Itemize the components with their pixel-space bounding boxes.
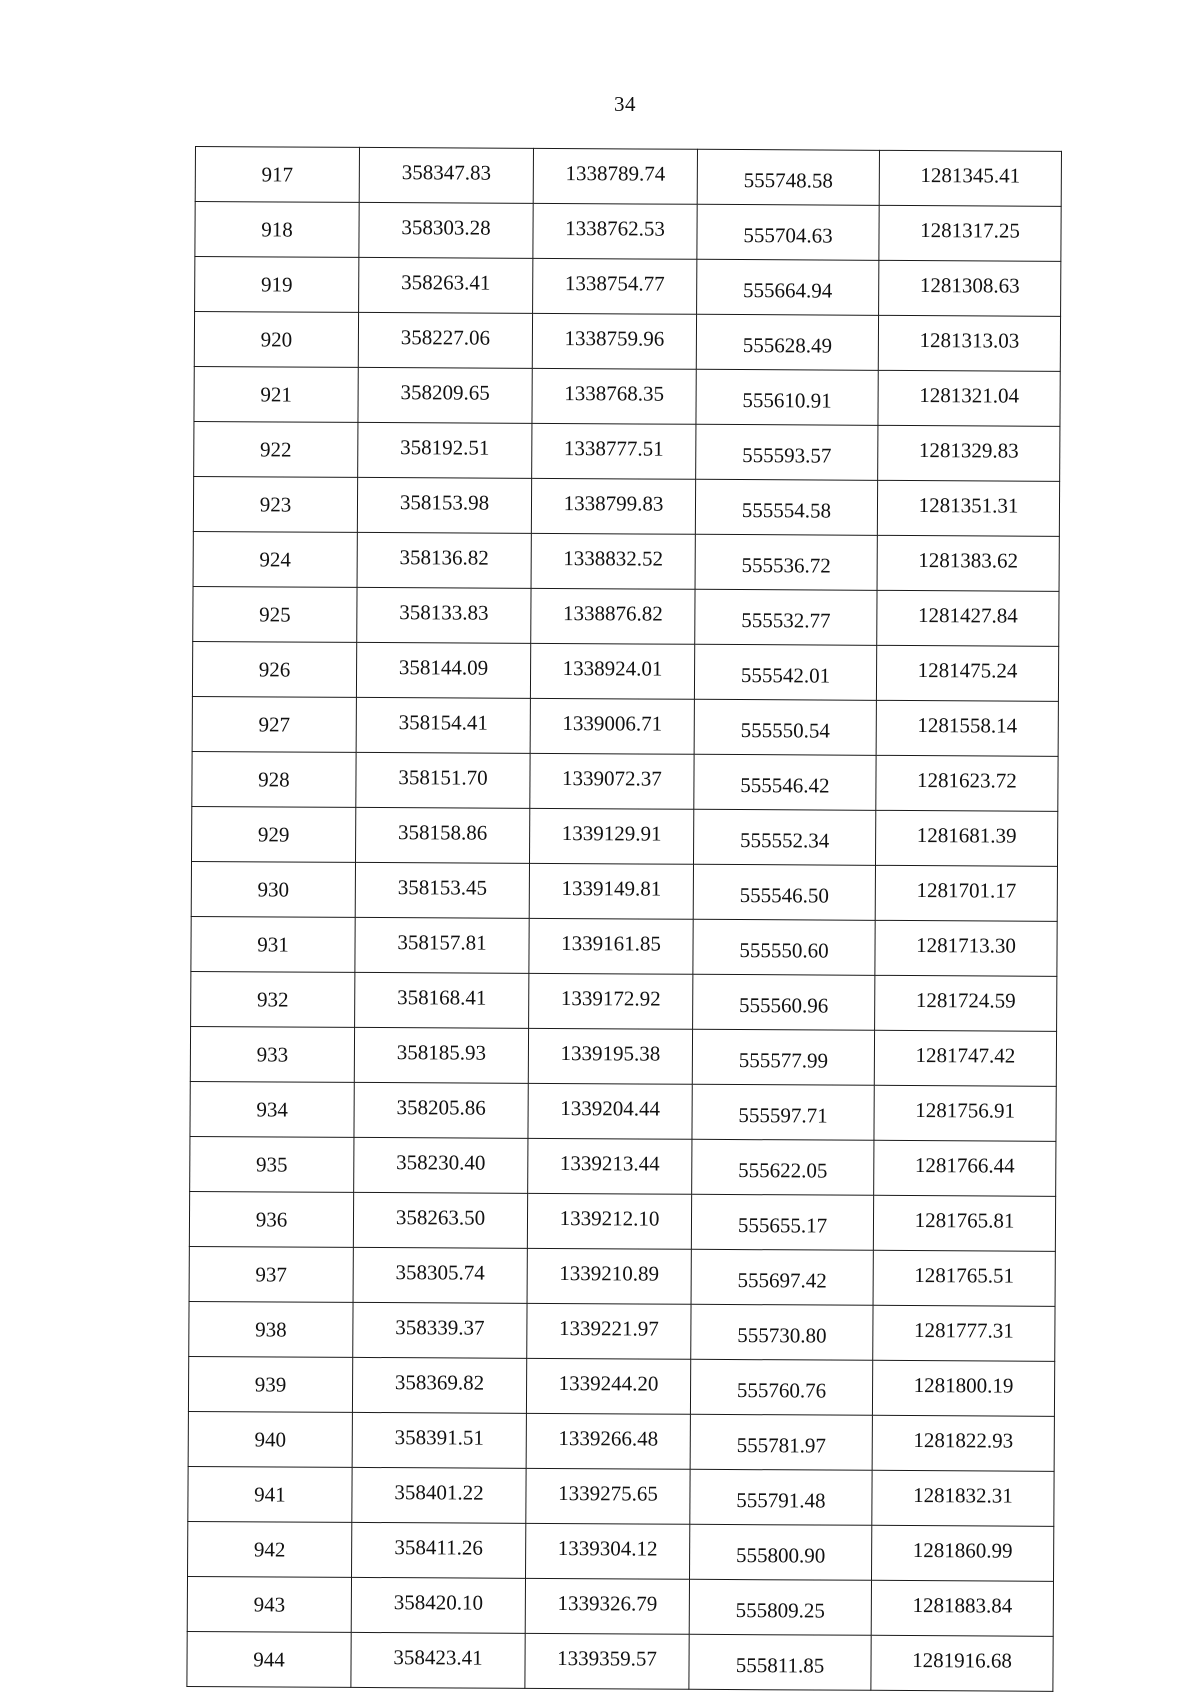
y1-coordinate-cell: 1339326.79 [525,1578,689,1634]
x1-coordinate-cell: 358230.40 [354,1137,528,1193]
y1-coordinate-cell: 1338777.51 [532,423,696,479]
x2-coordinate-cell: 555781.97 [690,1414,872,1470]
table-row [189,1301,1055,1361]
point-number-cell: 924 [193,531,357,587]
y2-coordinate-cell: 1281747.42 [874,1030,1056,1086]
y1-coordinate-cell: 1339221.97 [527,1303,691,1359]
point-number-cell: 938 [189,1301,353,1357]
x2-coordinate-cell: 555550.54 [694,699,876,755]
x2-coordinate-cell: 555664.94 [697,259,879,315]
y1-coordinate-cell: 1339275.65 [526,1468,690,1524]
x2-coordinate-cell: 555577.99 [692,1029,874,1085]
x1-coordinate-cell: 358157.81 [355,917,529,973]
y2-coordinate-cell: 1281713.30 [875,920,1057,976]
y1-coordinate-cell: 1339172.92 [529,973,693,1029]
x2-coordinate-cell: 555791.48 [690,1469,872,1525]
y2-coordinate-cell: 1281765.51 [873,1250,1055,1306]
x1-coordinate-cell: 358227.06 [358,312,532,368]
point-number-cell: 937 [189,1246,353,1302]
table-row [192,641,1058,701]
x2-coordinate-cell: 555546.50 [693,864,875,920]
x2-coordinate-cell: 555546.42 [694,754,876,810]
x1-coordinate-cell: 358303.28 [359,202,533,258]
table-row [195,202,1061,262]
x1-coordinate-cell: 358339.37 [353,1302,527,1358]
table-row [190,1026,1056,1086]
y2-coordinate-cell: 1281317.25 [879,205,1061,261]
point-number-cell: 943 [187,1576,351,1632]
table-row [187,1576,1053,1636]
y2-coordinate-cell: 1281329.83 [878,425,1060,481]
x1-coordinate-cell: 358305.74 [353,1247,527,1303]
table-row [191,971,1057,1031]
y2-coordinate-cell: 1281777.31 [873,1305,1055,1361]
table-row [190,1081,1056,1141]
point-number-cell: 917 [195,147,359,203]
y1-coordinate-cell: 1339195.38 [528,1028,692,1084]
y2-coordinate-cell: 1281623.72 [876,755,1058,811]
y1-coordinate-cell: 1339006.71 [530,698,694,754]
x2-coordinate-cell: 555560.96 [693,974,875,1030]
x2-coordinate-cell: 555552.34 [693,809,875,865]
y1-coordinate-cell: 1339266.48 [526,1413,690,1469]
point-number-cell: 944 [187,1631,351,1687]
y2-coordinate-cell: 1281383.62 [877,535,1059,591]
y2-coordinate-cell: 1281724.59 [875,975,1057,1031]
x1-coordinate-cell: 358153.98 [357,477,531,533]
point-number-cell: 936 [189,1191,353,1247]
y1-coordinate-cell: 1339213.44 [528,1138,692,1194]
point-number-cell: 939 [188,1356,352,1412]
x2-coordinate-cell: 555622.05 [692,1139,874,1195]
table-row [194,421,1060,481]
table-row [195,257,1061,317]
point-number-cell: 932 [191,971,355,1027]
x1-coordinate-cell: 358154.41 [356,697,530,753]
point-number-cell: 921 [194,366,358,422]
y2-coordinate-cell: 1281765.81 [873,1195,1055,1251]
x1-coordinate-cell: 358347.83 [359,147,533,203]
y1-coordinate-cell: 1339359.57 [525,1633,689,1689]
x1-coordinate-cell: 358151.70 [356,752,530,808]
point-number-cell: 931 [191,916,355,972]
x2-coordinate-cell: 555697.42 [691,1249,873,1305]
table-row [191,916,1057,976]
point-number-cell: 927 [192,696,356,752]
x2-coordinate-cell: 555628.49 [696,314,878,370]
x2-coordinate-cell: 555597.71 [692,1084,874,1140]
x1-coordinate-cell: 358263.41 [359,257,533,313]
y1-coordinate-cell: 1338759.96 [532,313,696,369]
y2-coordinate-cell: 1281860.99 [871,1525,1053,1581]
point-number-cell: 920 [194,312,358,368]
x2-coordinate-cell: 555800.90 [690,1524,872,1580]
y2-coordinate-cell: 1281756.91 [874,1085,1056,1141]
point-number-cell: 923 [193,476,357,532]
y1-coordinate-cell: 1338762.53 [533,203,697,259]
y1-coordinate-cell: 1338768.35 [532,368,696,424]
y1-coordinate-cell: 1339204.44 [528,1083,692,1139]
y2-coordinate-cell: 1281345.41 [879,150,1061,206]
x1-coordinate-cell: 358209.65 [358,367,532,423]
y2-coordinate-cell: 1281916.68 [871,1635,1053,1691]
y1-coordinate-cell: 1339149.81 [529,863,693,919]
x2-coordinate-cell: 555809.25 [689,1579,871,1635]
point-number-cell: 929 [192,806,356,862]
x2-coordinate-cell: 555610.91 [696,369,878,425]
table-row [192,806,1058,866]
x1-coordinate-cell: 358133.83 [357,587,531,643]
x2-coordinate-cell: 555811.85 [689,1634,871,1690]
point-number-cell: 919 [195,257,359,313]
y2-coordinate-cell: 1281313.03 [878,315,1060,371]
table-row [194,366,1060,426]
x2-coordinate-cell: 555554.58 [695,479,877,535]
x1-coordinate-cell: 358263.50 [353,1192,527,1248]
y1-coordinate-cell: 1338832.52 [531,533,695,589]
y2-coordinate-cell: 1281822.93 [872,1415,1054,1471]
y1-coordinate-cell: 1339244.20 [526,1358,690,1414]
y2-coordinate-cell: 1281475.24 [876,645,1058,701]
y2-coordinate-cell: 1281558.14 [876,700,1058,756]
coordinate-table-body [187,147,1062,1692]
table-row [192,751,1058,811]
x1-coordinate-cell: 358136.82 [357,532,531,588]
table-row [188,1356,1054,1416]
table-row [190,1136,1056,1196]
point-number-cell: 922 [194,421,358,477]
y2-coordinate-cell: 1281351.31 [877,480,1059,536]
point-number-cell: 926 [192,641,356,697]
table-row [193,531,1059,591]
x2-coordinate-cell: 555655.17 [691,1194,873,1250]
table-row [189,1246,1055,1306]
point-number-cell: 933 [190,1026,354,1082]
x2-coordinate-cell: 555704.63 [697,204,879,260]
point-number-cell: 918 [195,202,359,258]
y1-coordinate-cell: 1339304.12 [526,1523,690,1579]
point-number-cell: 935 [190,1136,354,1192]
x2-coordinate-cell: 555748.58 [697,149,879,205]
y2-coordinate-cell: 1281427.84 [877,590,1059,646]
page-number: 34 [614,92,636,116]
y1-coordinate-cell: 1339210.89 [527,1248,691,1304]
x1-coordinate-cell: 358411.26 [352,1522,526,1578]
point-number-cell: 925 [193,586,357,642]
table-row [194,312,1060,372]
y2-coordinate-cell: 1281308.63 [879,260,1061,316]
x2-coordinate-cell: 555532.77 [695,589,877,645]
y2-coordinate-cell: 1281832.31 [872,1470,1054,1526]
y2-coordinate-cell: 1281883.84 [871,1580,1053,1636]
table-row [195,147,1061,207]
table-row [187,1631,1053,1691]
x1-coordinate-cell: 358423.41 [351,1632,525,1688]
x1-coordinate-cell: 358401.22 [352,1467,526,1523]
x2-coordinate-cell: 555730.80 [691,1304,873,1360]
y1-coordinate-cell: 1338924.01 [530,643,694,699]
x1-coordinate-cell: 358192.51 [358,422,532,478]
x1-coordinate-cell: 358205.86 [354,1082,528,1138]
y1-coordinate-cell: 1338799.83 [531,478,695,534]
x2-coordinate-cell: 555536.72 [695,534,877,590]
table-row [189,1191,1055,1251]
table-row [192,696,1058,756]
x2-coordinate-cell: 555550.60 [693,919,875,975]
y1-coordinate-cell: 1339161.85 [529,918,693,974]
y1-coordinate-cell: 1338789.74 [533,148,697,204]
table-row [191,861,1057,921]
y2-coordinate-cell: 1281701.17 [875,865,1057,921]
point-number-cell: 942 [188,1521,352,1577]
x1-coordinate-cell: 358391.51 [352,1412,526,1468]
x1-coordinate-cell: 358158.86 [356,807,530,863]
x1-coordinate-cell: 358185.93 [354,1027,528,1083]
point-number-cell: 928 [192,751,356,807]
x1-coordinate-cell: 358144.09 [356,642,530,698]
y2-coordinate-cell: 1281766.44 [874,1140,1056,1196]
y1-coordinate-cell: 1338876.82 [531,588,695,644]
x2-coordinate-cell: 555542.01 [694,644,876,700]
y1-coordinate-cell: 1339129.91 [529,808,693,864]
point-number-cell: 934 [190,1081,354,1137]
y1-coordinate-cell: 1339072.37 [530,753,694,809]
point-number-cell: 940 [188,1411,352,1467]
table-row [193,586,1059,646]
point-number-cell: 930 [191,861,355,917]
x1-coordinate-cell: 358153.45 [355,862,529,918]
table-row [188,1521,1054,1581]
x2-coordinate-cell: 555760.76 [690,1359,872,1415]
y2-coordinate-cell: 1281681.39 [875,810,1057,866]
x1-coordinate-cell: 358420.10 [351,1577,525,1633]
coordinate-table [186,146,1062,1692]
table-row [193,476,1059,536]
x1-coordinate-cell: 358369.82 [352,1357,526,1413]
y1-coordinate-cell: 1339212.10 [527,1193,691,1249]
y1-coordinate-cell: 1338754.77 [533,258,697,314]
point-number-cell: 941 [188,1466,352,1522]
y2-coordinate-cell: 1281321.04 [878,370,1060,426]
table-row [188,1411,1054,1471]
x2-coordinate-cell: 555593.57 [696,424,878,480]
y2-coordinate-cell: 1281800.19 [872,1360,1054,1416]
table-row [188,1466,1054,1526]
x1-coordinate-cell: 358168.41 [355,972,529,1028]
